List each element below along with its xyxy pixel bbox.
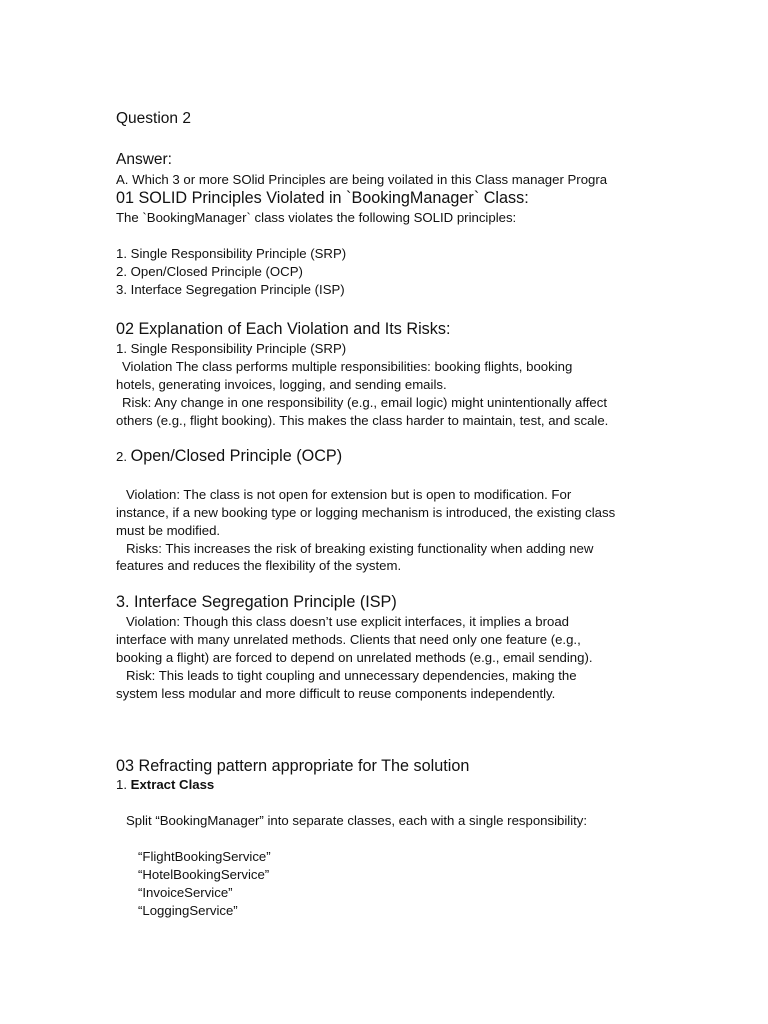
question-a-text: A. Which 3 or more SOlid Principles are being voilated in this Class manager Progra	[116, 172, 608, 187]
isp-violation-line: interface with many unrelated methods. Clients that need only one feature (e.g.,	[116, 632, 581, 647]
extract-class-item	[116, 776, 214, 794]
isp-risk-line: system less modular and more difficult to reuse components independently.	[116, 686, 556, 701]
isp-violation-line: Violation: Though this class doesn’t use explicit interfaces, it implies a broad	[126, 614, 569, 629]
extract-class-number: 1.	[116, 777, 127, 792]
class-name-item: “HotelBookingService”	[138, 867, 270, 882]
class-name-item: “InvoiceService”	[138, 885, 233, 900]
srp-risk-line: Risk: Any change in one responsibility (e.g., email logic) might unintentionally affect	[122, 395, 608, 410]
answer-heading: Answer:	[116, 151, 172, 168]
question-title: Question 2	[116, 110, 191, 127]
principle-list-item: 2. Open/Closed Principle (OCP)	[116, 264, 303, 279]
ocp-violation-line: instance, if a new booking type or logging mechanism is introduced, the existing class	[116, 505, 616, 520]
ocp-risk-line: Risks: This increases the risk of breaking existing functionality when adding new	[126, 541, 594, 556]
srp-title: 1. Single Responsibility Principle (SRP)	[116, 341, 347, 356]
ocp-violation-line: Violation: The class is not open for extension but is open to modification. For	[126, 487, 572, 502]
ocp-violation-line: must be modified.	[116, 523, 221, 538]
srp-violation-line: hotels, generating invoices, logging, and sending emails.	[116, 377, 447, 392]
ocp-heading	[116, 447, 342, 466]
extract-class-title: Extract Class	[130, 777, 215, 792]
ocp-risk-line: features and reduces the flexibility of the system.	[116, 558, 402, 573]
section-1-intro: The `BookingManager` class violates the following SOLID principles:	[116, 210, 517, 225]
srp-risk-line: others (e.g., flight booking). This makes the class harder to maintain, test, and scale.	[116, 413, 609, 428]
ocp-number: 2.	[116, 449, 127, 464]
isp-heading: 3. Interface Segregation Principle (ISP)	[116, 593, 397, 611]
srp-violation-line: Violation The class performs multiple responsibilities: booking flights, booking	[122, 359, 573, 374]
extract-class-description: Split “BookingManager” into separate classes, each with a single responsibility:	[126, 813, 588, 828]
ocp-title: Open/Closed Principle (OCP)	[130, 447, 343, 465]
class-name-item: “LoggingService”	[138, 903, 238, 918]
principle-list-item: 1. Single Responsibility Principle (SRP)	[116, 246, 347, 261]
section-3-heading: 03 Refracting pattern appropriate for The solution	[116, 757, 470, 775]
section-1-heading: 01 SOLID Principles Violated in `BookingManager` Class:	[116, 189, 529, 207]
isp-violation-line: booking a flight) are forced to depend on unrelated methods (e.g., email sending).	[116, 650, 593, 665]
isp-risk-line: Risk: This leads to tight coupling and unnecessary dependencies, making the	[126, 668, 577, 683]
principle-list-item: 3. Interface Segregation Principle (ISP)	[116, 282, 345, 297]
section-2-heading: 02 Explanation of Each Violation and Its Risks:	[116, 320, 451, 338]
class-name-item: “FlightBookingService”	[138, 849, 271, 864]
